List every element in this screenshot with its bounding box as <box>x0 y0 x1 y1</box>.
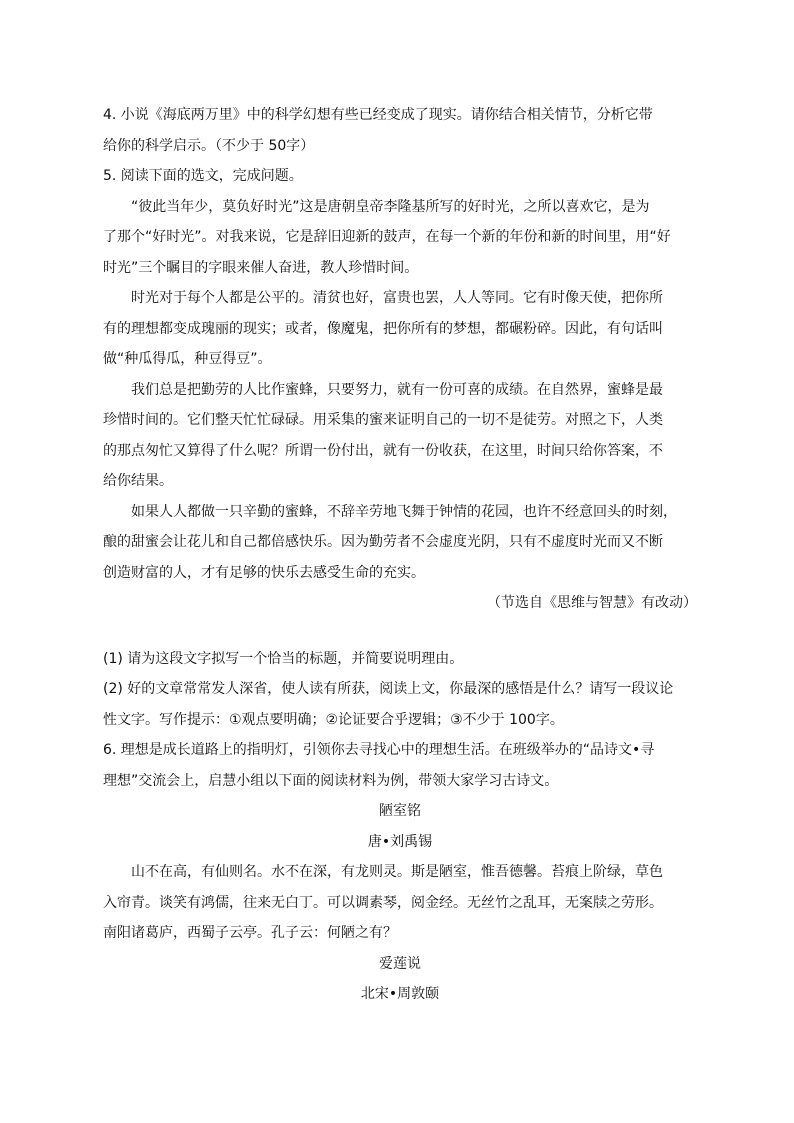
q6-line-1: 6. 理想是成长道路上的指明灯，引领你去寻找心中的理想生活。在班级举办的“品诗文•寻 <box>103 742 655 758</box>
q5-para-4-line-2: 酿的甜蜜会让花儿和自己都倍感快乐。因为勤劳者不会虚度光阴，只有不虚度时光而又不断 <box>103 534 663 550</box>
q5-para-4-line-3: 创造财富的人，才有足够的快乐去感受生命的充实。 <box>103 564 425 581</box>
poem-1-title: 陋室铭 <box>379 803 421 819</box>
q4-line-1: 4. 小说《海底两万里》中的科学幻想有些已经变成了现实。请你结合相关情节，分析它带 <box>103 107 653 123</box>
q5-sub-question-1: (1) 请为这段文字拟写一个恰当的标题，并简要说明理由。 <box>103 650 464 667</box>
q5-para-2-line-1: 时光对于每个人都是公平的。清贫也好，富贵也罢，人人等同。它有时像天使，把你所 <box>131 290 663 306</box>
q5-sub-question-2-line-1: (2) 好的文章常常发人深省，使人读有所获，阅读上文，你最深的感悟是什么？请写一段议论 <box>103 681 674 697</box>
q5-source: （节选自《思维与智慧》有改动） <box>487 595 697 611</box>
q5-para-3-line-4: 给你结果。 <box>103 473 173 489</box>
q5-sub-question-2-line-2: 性文字。写作提示：①观点要明确；②论证要合乎逻辑；③不少于 100字。 <box>103 711 564 728</box>
spacer <box>103 619 697 644</box>
poem-2-author: 北宋•周敦颐 <box>360 986 440 1002</box>
q5-para-2-line-2: 有的理想都变成瑰丽的现实；或者，像魔鬼，把你所有的梦想，都碾粉碎。因此，有句话叫 <box>103 320 663 337</box>
q5-para-1-line-1: “彼此当年少，莫负好时光”这是唐朝皇帝李隆基所写的好时光，之所以喜欢它，是为 <box>131 198 650 215</box>
q6-line-2: 理想”交流会上，启慧小组以下面的阅读材料为例，带领大家学习古诗文。 <box>103 772 559 789</box>
q4-line-2: 给你的科学启示。（不少于 50字） <box>103 137 315 154</box>
q5-para-2-line-3: 做“种瓜得瓜，种豆得豆”。 <box>103 351 272 367</box>
poem-1-line-3: 南阳诸葛庐，西蜀子云亭。孔子云：何陋之有？ <box>103 925 397 941</box>
poem-1-author: 唐•刘禹锡 <box>367 833 433 850</box>
q5-para-4-line-1: 如果人人都做一只辛勤的蜜蜂，不辞辛劳地飞舞于钟情的花园，也许不经意回头的时刻， <box>131 503 677 520</box>
page-content <box>103 100 697 1010</box>
q5-para-3-line-1: 我们总是把勤劳的人比作蜜蜂，只要努力，就有一份可喜的成绩。在自然界，蜜蜂是最 <box>131 381 663 398</box>
poem-1-line-1: 山不在高，有仙则名。水不在深，有龙则灵。斯是陋室，惟吾德馨。苔痕上阶绿，草色 <box>131 864 663 880</box>
q5-para-3-line-3: 的那点匆忙又算得了什么呢？所谓一份付出，就有一份收获，在这里，时间只给你答案，不 <box>103 442 663 459</box>
q5-para-1-line-3: 时光”三个瞩目的字眼来催人奋进，教人珍惜时间。 <box>103 259 419 276</box>
q5-para-3-line-2: 珍惜时间的。它们整天忙忙碌碌。用采集的蜜来证明自己的一切不是徒劳。对照之下，人类 <box>103 412 663 428</box>
poem-1-line-2: 入帘青。谈笑有鸿儒，往来无白丁。可以调素琴，阅金经。无丝竹之乱耳，无案牍之劳形。 <box>103 894 663 911</box>
poem-2-title: 爱莲说 <box>379 955 421 972</box>
q5-para-1-line-2: 了那个“好时光”。对我来说，它是辞旧迎新的鼓声，在每一个新的年份和新的时间里，用“好 <box>103 229 671 245</box>
q5-intro: 5. 阅读下面的选文，完成问题。 <box>103 168 303 184</box>
